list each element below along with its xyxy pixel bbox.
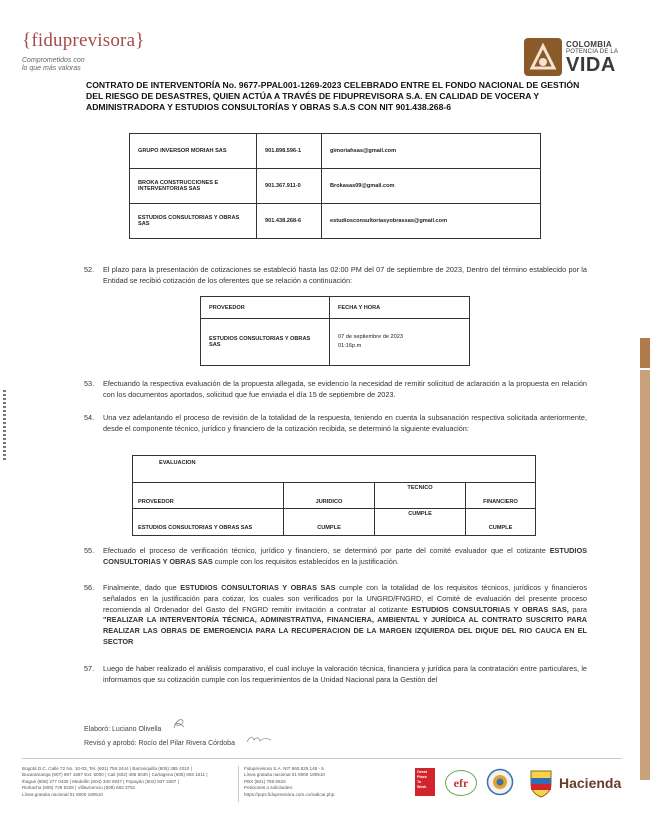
paragraph-number: 57.	[84, 664, 95, 673]
firm-name: GRUPO INVERSOR MORIAH SAS	[130, 134, 257, 169]
paragraph-55: Efectuado el proceso de verificación técnico, jurídico y financiero, se determinó por parte del comité evaluador que el cotizante ESTUDIOS CONSULTORIAS Y OBRAS SAS cumple con los requisitos establecidos en la justificación.	[103, 546, 587, 566]
firm-email: estudiosconsultoriasyobrassas@gmail.com	[322, 204, 541, 239]
evaluation-table	[132, 455, 536, 536]
paragraph-57: Luego de haber realizado el análisis comparativo, el cual incluye la valoración técnica, financiera y jurídica para la contratación entre particulares, le informamos que su cotización cumple con los requerimientos de la Unidad Nacional para la Gestión del	[103, 664, 587, 684]
great-place-to-work-badge: Great Place To Work	[415, 768, 435, 796]
colombia-text: COLOMBIA POTENCIA DE LA VIDA	[566, 39, 619, 76]
quote-provider: ESTUDIOS CONSULTORIAS Y OBRAS SAS	[201, 319, 330, 366]
eval-provider: ESTUDIOS CONSULTORIAS Y OBRAS SAS	[133, 509, 284, 536]
firm-nit: 901.367.911-0	[257, 169, 322, 204]
colombia-emblem-icon	[524, 38, 562, 76]
accent-bar	[640, 370, 650, 780]
firm-name: ESTUDIOS CONSULTORIAS Y OBRAS SAS	[130, 204, 257, 239]
accent-bar-top	[640, 338, 650, 368]
table-row	[130, 169, 541, 204]
table-row	[133, 483, 536, 509]
firms-table	[129, 133, 541, 239]
signature-icon	[246, 734, 272, 744]
table-row	[201, 297, 470, 319]
firm-email: gimoriahsas@gmail.com	[322, 134, 541, 169]
firm-name: BROKA CONSTRUCCIONES E INTERVENTORIAS SAS	[130, 169, 257, 204]
table-row	[201, 319, 470, 366]
footer-offices: Bogotá D.C. Calle 72 No. 10-03, Tel. (601) 756 2444 | Barranquilla (605) 385 4010 | Bucaramanga (607) 697 1697 Ext: 6000 | Cali (602) 485 5030 | Cartagena (605) 693 1611 | Ibagué (608) 277 0430 | Medellín (604) 340 0937 | Popayán (602) 837 3387 | Riohacha (605) 729 5328 | Villavicencio (608) 683 3751 Línea gratuita nacional 01 8000 180510	[22, 766, 208, 797]
paragraph-number: 54.	[84, 413, 95, 422]
firm-email: Brokasas09@gmail.com	[322, 169, 541, 204]
signature-initials-icon	[172, 716, 186, 730]
certification-seal-icon	[486, 768, 514, 796]
brand-name: {fiduprevisora}	[22, 30, 145, 51]
vertical-stamp-marks	[3, 390, 6, 460]
table-row	[133, 456, 536, 483]
eval-tecnico: CUMPLE	[375, 509, 466, 536]
paragraph-54: Una vez adelantando el proceso de revisión de la totalidad de la respuesta, teniendo en cuenta la subsanación respectiva solicitada anteriormente, desde el componente técnico, jurídico y financiero de la cotización recibida, se determinó la siguiente evaluación:	[103, 413, 587, 433]
paragraph-52: El plazo para la presentación de cotizaciones se estableció hasta las 02:00 PM del 07 de septiembre de 2023, Dentro del término establecido por la Entidad se recibió cotización de los oferentes que se relación a continuación:	[103, 265, 587, 285]
table-row	[130, 204, 541, 239]
footer-company-info: Fiduprevisora S.A. NIT 860.525.148 - 5 Línea gratuita nacional 01 8000 180510 PBX (601) 756 6633 Peticiones o solicitudes: https://pqrs.fiduprevisora.com.co/radicar.php	[244, 766, 335, 797]
paragraph-number: 56.	[84, 583, 95, 592]
table-row	[130, 134, 541, 169]
quote-datetime: 07 de septiembre de 2023 01:16p.m	[330, 319, 470, 366]
paragraph-number: 53.	[84, 379, 95, 388]
paragraph-number: 55.	[84, 546, 95, 555]
col-header-provider: PROVEEDOR	[201, 297, 330, 319]
colombia-potencia-logo	[524, 38, 618, 76]
efr-badge: efr	[445, 770, 477, 796]
eval-financiero: CUMPLE	[466, 509, 536, 536]
paragraph-56: Finalmente, dado que ESTUDIOS CONSULTORIAS Y OBRAS SAS cumple con la totalidad de los requisitos técnicos, jurídicos y financieros señalados en la justificación para cotizar, los cuales son verificados por la UNGRD/FNGRD, el Comité de evaluación del presente proceso recomienda al Ordenador del Gasto del FNGRD remitir invitación a contratar al cotizante ESTUDIOS CONSULTORIAS Y OBRAS SAS, para "REALIZAR LA INTERVENTORÍA TÉCNICA, ADMINISTRATIVA, FINANCIERA, AMBIENTAL Y JURÍDICA AL CONTRATO SUSCRITO PARA REALIZAR LAS OBRAS DE EMERGENCIA PARA LA RECUPERACION DE LA MARGEN IZQUIERDA DEL DIQUE DEL RIO CAUCA EN EL SECTOR	[103, 583, 587, 646]
eval-juridico: CUMPLE	[284, 509, 375, 536]
eval-title: EVALUACION	[133, 456, 536, 483]
col-header-tecnico: TECNICO	[375, 483, 466, 509]
footer-divider	[22, 758, 622, 759]
firm-nit: 901.438.268-6	[257, 204, 322, 239]
firm-nit: 901.898.596-1	[257, 134, 322, 169]
reviewed-by: Revisó y aprobó: Rocío del Pilar Rivera Córdoba	[84, 740, 235, 747]
hacienda-logo: Hacienda	[559, 775, 622, 791]
quotes-table	[200, 296, 470, 366]
brand-tagline: Comprometidos con lo que más valoras	[22, 57, 85, 72]
elaborated-by: Elaboró: Luciano Olivella	[84, 726, 162, 733]
paragraph-53: Efectuando la respectiva evaluación de la propuesta allegada, se evidencio la necesidad de remitir solicitud de aclaración a la propuesta en relación con los documentos aportados, solicitud que fue enviada el día 15 de septiembre de 2023.	[103, 379, 587, 399]
col-header-financiero: FINANCIERO	[466, 483, 536, 509]
col-header-juridico: JURIDICO	[284, 483, 375, 509]
table-row	[133, 509, 536, 536]
footer-col-divider	[238, 766, 239, 802]
col-header-provider: PROVEEDOR	[133, 483, 284, 509]
col-header-date: FECHA Y HORA	[330, 297, 470, 319]
fiduprevisora-logo	[22, 30, 145, 73]
paragraph-number: 52.	[84, 265, 95, 274]
coat-of-arms-icon	[528, 768, 554, 798]
contract-title: CONTRATO DE INTERVENTORÍA No. 9677-PPAL001-1269-2023 CELEBRADO ENTRE EL FONDO NACIONAL DE GESTIÓN DEL RIESGO DE DESASTRES, QUIEN ACTÚA A TRAVÉS DE FIDUPREVISORA S.A. EN CALIDAD DE VOCERA Y ADMINISTRADORA Y ESTUDIOS CONSULTORÍAS Y OBRAS S.A.S CON NIT 901.438.268-6	[86, 80, 580, 112]
